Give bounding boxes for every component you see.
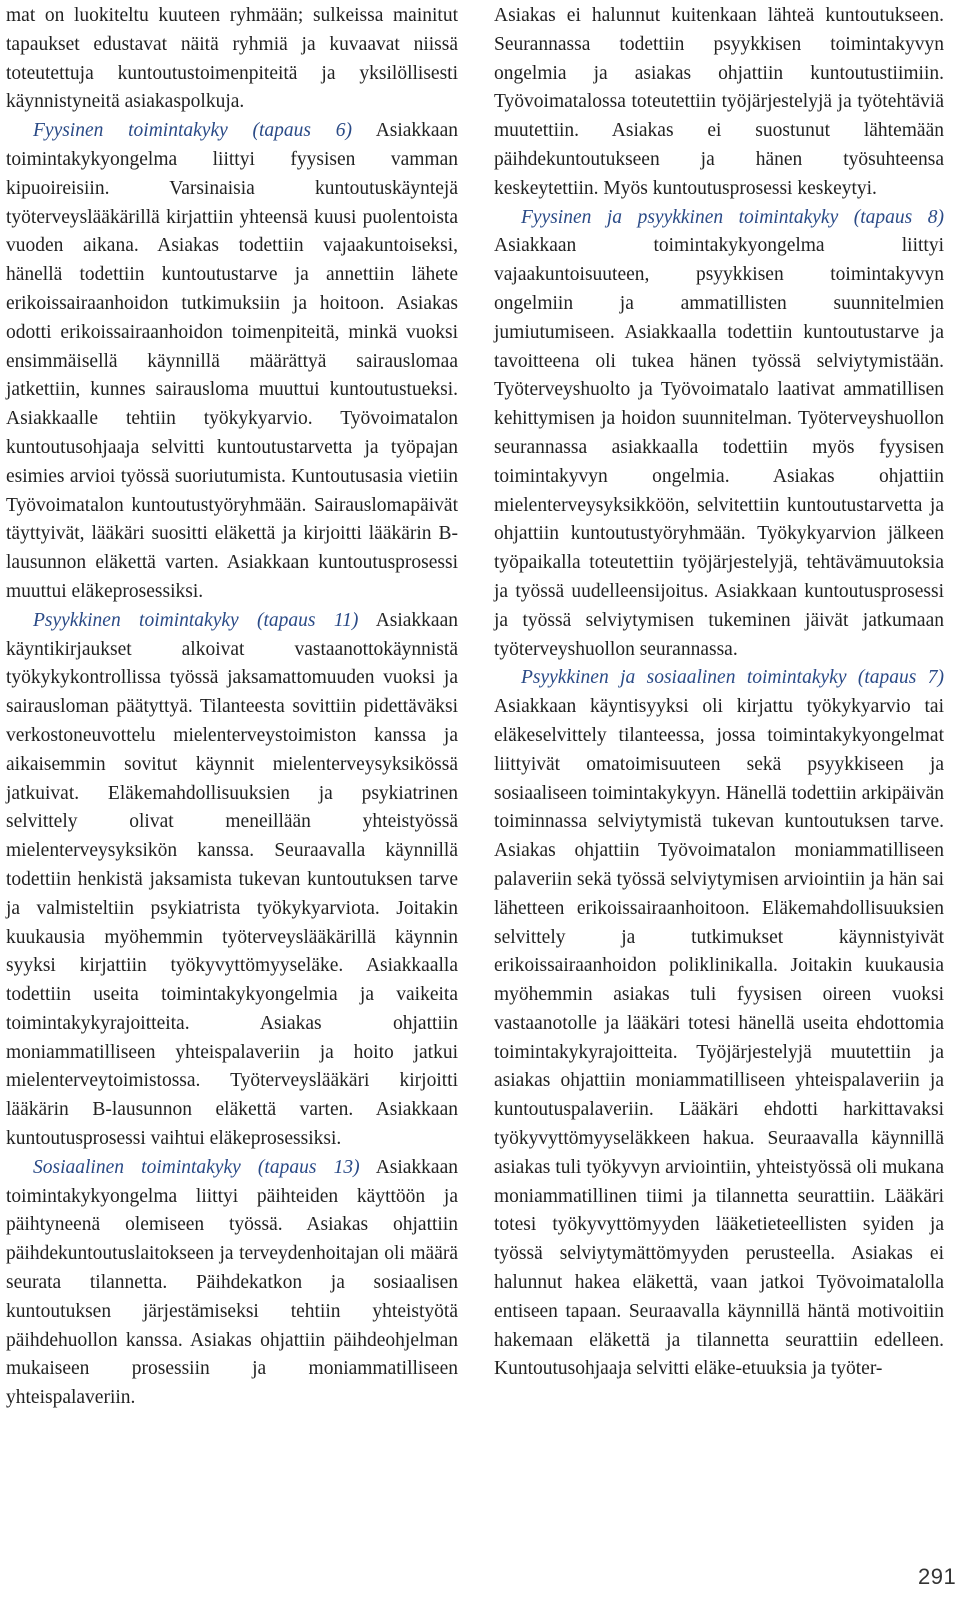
case-text-physical-psychological: Asiakkaan toimintakykyongelma liittyi vajaakuntoisuuteen, psyykkisen toimintakyvyn ongelmiin ja ammatillisten suunnitelmien jumiutumiseen. Asiakkaalla todettiin kuntoutustarve ja tavoitteena oli tukea hänen työssä selviytymistään. Työterveyshuolto ja Työvoimatalo laativat ammatillisen kehittymisen ja hoidon suunnitelman. Työterveyshuollon seurannassa asiakkaalla todettiin myös fyysisen toimintakyvyn ongelmia. Asiakas ohjattiin mielenterveysyksikköön, selvitettiin kuntoutustarvetta ja ohjattiin kuntoutustyöryhmään. Työkykyarvion jälkeen työpaikalla toteutettiin työjärjestelyjä, tehtävämuutoksia ja työssä uudelleensijoitus. Asiakkaan kuntoutusprosessi ja työssä selviytymisen tukeminen jäivät jatkumaan työterveyshuollon seurannassa. <box>494 235 944 660</box>
intro-text: mat on luokiteltu kuuteen ryhmään; sulkeissa mainitut tapaukset edustavat näitä ryhmiä ja kuvaavat niissä toteutettuja kuntoutustoimenpiteitä ja yksilöllisesti käynnistyneitä asiakaspolkuja. <box>6 5 458 113</box>
case-heading-psychological: Psyykkinen toimintakyky (tapaus 11) <box>33 609 359 631</box>
case-paragraph-social <box>6 1154 458 1413</box>
case-text-psychological-social: Asiakkaan käyntisyyksi oli kirjattu työkykyarvio tai eläkeselvittely tilanteessa, jossa toimintakykyongelmat liittyivät omatoimisuuteen sekä psyykkiseen ja sosiaaliseen toimintakykyyn. Hänellä todettiin arkipäivän toiminnassa selviytymistä tukevan kuntoutuksen tarve. Asiakas ohjattiin Työvoimatalon moniammatilliseen palaveriin sekä työssä selviytymisen arviointiin ja hän sai lähetteen erikoissairaanhoitoon. Eläkemahdollisuuksien selvittely ja tutkimukset käynnistyivät erikoissairaanhoidon poliklinikalla. Joitakin kuukausia myöhemmin asiakas tuli fyysisen oireen vuoksi vastaanotolle ja lääkäri totesi hänellä useita ehdottomia toimintakykyrajoitteita. Työjärjestelyjä muutettiin ja asiakas ohjattiin moniammatilliseen yhteispalaveriin ja kuntoutuspalaveriin. Lääkäri ehdotti harkittavaksi työkyvyttömyyseläkkeen hakua. Seuraavalla käynnillä asiakas tuli työkyvyn arviointiin, yhteistyössä oli mukana moniammatillinen tiimi ja tilannetta seurattiin. Lääkäri totesi työkyvyttömyyden lääketieteellisten syiden ja työssä selviytymättömyyden perusteella. Asiakas ei halunnut hakea eläkettä, vaan jatkoi Työvoimatalolla entiseen tapaan. Seuraavalla käynnillä häntä motivoitiin hakemaan eläkettä ja tilannetta seurattiin edelleen. Kuntoutusohjaaja selvitti eläke-etuuksia ja työter- <box>494 696 944 1380</box>
page-number: 291 <box>918 1564 957 1589</box>
case-paragraph-physical-psychological <box>494 204 944 665</box>
case-heading-physical-psychological: Fyysinen ja psyykkinen toimintakyky (tapaus 8) <box>521 206 944 228</box>
continuation-text: Asiakas ei halunnut kuitenkaan lähteä kuntoutukseen. Seurannassa todettiin psyykkisen toimintakyvyn ongelmia ja asiakas ohjattiin kuntoutustiimiin. Työvoimatalossa toteutettiin työjärjestelyjä ja työtehtäviä muutettiin. Asiakas ei suostunut lähtemään päihdekuntoutukseen ja hänen työsuhteensa keskeytettiin. Myös kuntoutusprosessi keskeytyi. <box>494 5 944 199</box>
case-paragraph-physical <box>6 117 458 607</box>
case-heading-social: Sosiaalinen toimintakyky (tapaus 13) <box>33 1156 360 1178</box>
intro-paragraph <box>6 2 458 117</box>
case-heading-psychological-social: Psyykkinen ja sosiaalinen toimintakyky (tapaus 7) <box>521 667 944 689</box>
case-paragraph-psychological-social <box>494 664 944 1384</box>
left-column <box>6 2 458 1413</box>
right-column <box>494 2 944 1384</box>
case-paragraph-psychological <box>6 607 458 1154</box>
case-text-psychological: Asiakkaan käyntikirjaukset alkoivat vastaanottokäynnistä työkykykontrollissa työssä jaksamattomuuden vuoksi ja sairausloman päätyttyä. Tilanteesta sovittiin pidettäväksi verkostoneuvottelu mielenterveystoimiston kanssa ja aikaisemmin sovitut käynnit mielenterveysyksikössä jatkuivat. Eläkemahdollisuuksien ja psykiatrinen selvittely olivat meneillään yhteistyössä mielenterveysyksikön kanssa. Seuraavalla käynnillä todettiin henkistä jaksamista tukevan kuntoutuksen tarve ja valmisteltiin psykiatrista työkykyarviota. Joitakin kuukausia myöhemmin työterveyslääkärillä käynnin syyksi kirjattiin työkyvyttömyyseläke. Asiakkaalla todettiin useita toimintakykyongelmia ja vaikeita toimintakykyrajoitteita. Asiakas ohjattiin moniammatilliseen yhteispalaveriin ja hoito jatkui mielenterveytoimistossa. Työterveyslääkäri kirjoitti lääkärin B-lausunnon eläkettä varten. Asiakkaan kuntoutusprosessi vaihtui eläkeprosessiksi. <box>6 609 458 1150</box>
case-text-physical: Asiakkaan toimintakykyongelma liittyi fyysisen vamman kipuoireisiin. Varsinaisia kuntoutuskäyntejä työterveyslääkärillä kirjattiin yhteensä kuusi puolentoista vuoden aikana. Asiakas todettiin vajaakuntoiseksi, hänellä todettiin kuntoutustarve ja annettiin lähete erikoissairaanhoidon tutkimuksiin ja hoitoon. Asiakas odotti erikoissairaanhoidon toimenpiteitä, minkä vuoksi ensimmäisellä käynnillä määrättyä sairauslomaa jatkettiin, kunnes sairausloma muuttui kuntoutustueksi. Asiakkaalle tehtiin työkykyarvio. Työvoimatalon kuntoutusohjaaja selvitti kuntoutustarvetta ja työpajan esimies arvioi työssä suoriutumista. Kuntoutusasia vietiin Työvoimatalon kuntoutustyöryhmään. Sairauslomapäivät täyttyivät, lääkäri suositti eläkettä ja kirjoitti lääkärin B-lausunnon eläkettä varten. Asiakkaan kuntoutusprosessi muuttui eläkeprosessiksi. <box>6 120 458 602</box>
continuation-paragraph <box>494 2 944 204</box>
case-heading-physical: Fyysinen toimintakyky (tapaus 6) <box>33 120 352 142</box>
case-text-social: Asiakkaan toimintakykyongelma liittyi päihteiden käyttöön ja päihtyneenä olemiseen työssä. Asiakas ohjattiin päihdekuntoutuslaitokseen ja terveydenhoitajan oli määrä seurata tilannetta. Päihdekatkon ja sosiaalisen kuntoutuksen järjestämiseksi tehtiin yhteistyötä päihdehuollon kanssa. Asiakas ohjattiin päihdeohjelman mukaiseen prosessiin ja moniammatilliseen yhteispalaveriin. <box>6 1156 458 1409</box>
